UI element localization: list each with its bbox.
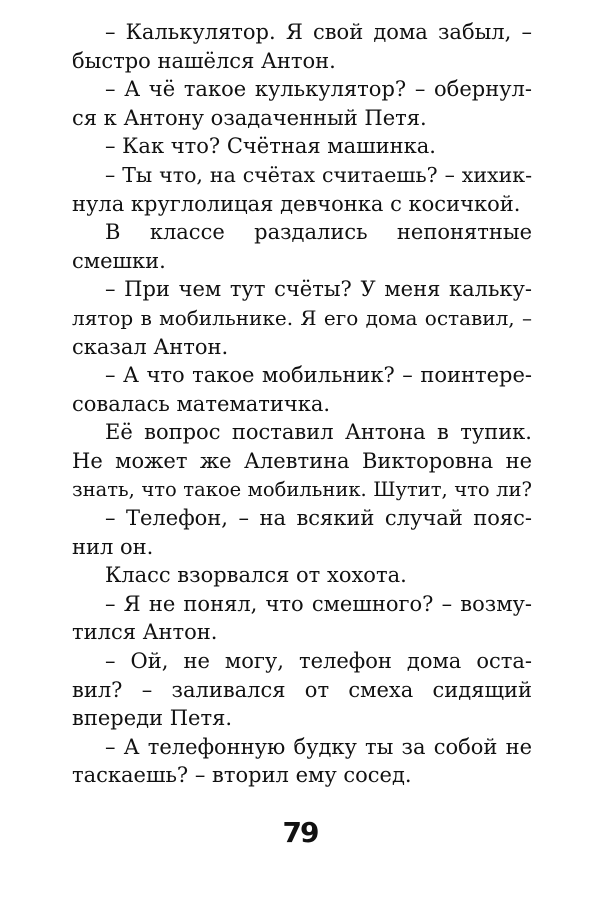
text-line: – Как что? Счётная машинка. xyxy=(105,134,436,159)
text-line: Не может же Алевтина Викторовна не xyxy=(72,448,532,473)
text-line: совалась математичка. xyxy=(72,391,331,416)
text-line: – А чё такое кулькулятор? – обернул- xyxy=(105,77,532,102)
text-line: быстро нашёлся Антон. xyxy=(72,48,336,73)
text-line: – Ты что, на счётах считаешь? – хихик- xyxy=(105,162,532,187)
text-line: Её вопрос поставил Антона в тупик. xyxy=(105,420,532,445)
text-line: таскаешь? – вторил ему сосед. xyxy=(72,763,412,788)
text-line: – Ой, не могу, телефон дома оста- xyxy=(105,649,532,674)
text-line: – Телефон, – на всякий случай пояс- xyxy=(105,506,532,531)
text-line: – А телефонную будку ты за собой не xyxy=(105,734,532,759)
text-line: – Калькулятор. Я свой дома забыл, – xyxy=(105,20,532,44)
text-line: ся к Антону озадаченный Петя. xyxy=(72,105,427,130)
text-line: – При чем тут счёты? У меня кальку- xyxy=(105,277,532,302)
text-line: тился Антон. xyxy=(72,620,218,645)
text-line: – А что такое мобильник? – поинтере- xyxy=(105,363,532,388)
text-line: В классе раздались непонятные xyxy=(105,220,532,245)
text-line: вил? – заливался от смеха сидящий xyxy=(72,677,532,702)
text-line: – Я не понял, что смешного? – возму- xyxy=(105,591,532,616)
text-line: нил он. xyxy=(72,534,154,559)
body-text xyxy=(72,18,532,790)
text-line: впереди Петя. xyxy=(72,706,233,731)
text-line: Класс взорвался от хохота. xyxy=(105,563,407,588)
text-line: смешки. xyxy=(72,248,166,273)
text-line: нула круглолицая девчонка с косичкой. xyxy=(72,191,521,216)
text-line: лятор в мобильнике. Я его дома оставил, – xyxy=(72,305,532,330)
text-line: сказал Антон. xyxy=(72,334,229,359)
text-line: знать, что такое мобильник. Шутит, что ли? xyxy=(72,477,532,501)
page-number: 79 xyxy=(282,816,318,849)
